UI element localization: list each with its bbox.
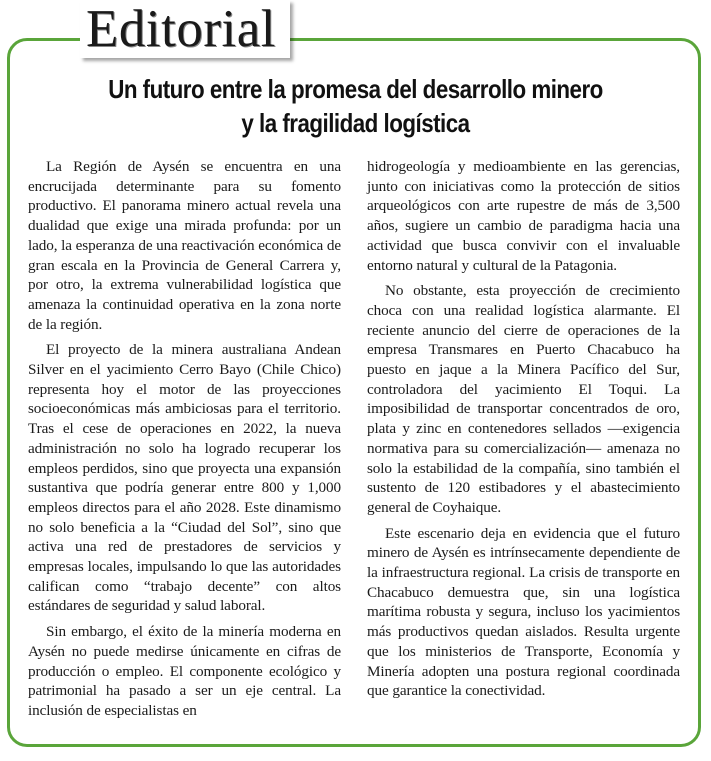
section-label: Editorial xyxy=(86,0,276,58)
paragraph-continuation: hidrogeología y medioambiente en las gerencias, junto con iniciativas como la protección de sitios arqueológicos con arte rupestre de más de 3,500 años, sugiere un cambio de paradigma hacia una actividad que busca convivir con el invaluable entorno natural y cultural de la Patagonia. xyxy=(367,158,680,274)
paragraph: No obstante, esta proyección de crecimiento choca con una realidad logística alarmante. El reciente anuncio del cierre de operaciones de la empresa Transmares en Puerto Chacabuco ha puesto en jaque a la Minera Pacífico del Sur, controladora del yacimiento El Toqui. La imposibilidad de transportar concentrados de oro, plata y zinc en contenedores sellados —exigencia normativa para su comercialización— amenaza no solo la estabilidad de la compañía, sino también el sustento de 120 estibadores y el abastecimiento general de Coyhaique. xyxy=(367,282,680,516)
paragraph: Este escenario deja en evidencia que el futuro minero de Aysén es intrínsecamente dependiente de la infraestructura regional. La crisis de transporte en Chacabuco demuestra que, sin una logística marítima robusta y segura, incluso los yacimientos más productivos quedan aislados. Resulta urgente que los ministerios de Transporte, Economía y Minería adopten una postura regional coordinada que garantice la conectividad. xyxy=(367,524,680,700)
article-body xyxy=(28,157,680,737)
paragraph: La Región de Aysén se encuentra en una encrucijada determinante para su fomento productivo. El panorama minero actual revela una dualidad que exige una mirada profunda: por un lado, la esperanza de una reactivación económica de gran escala en la Provincia de General Carrera y, por otro, la extrema vulnerabilidad logística que amenaza la continuidad operativa en la zona norte de la región. xyxy=(28,158,341,333)
paragraph: El proyecto de la minera australiana Andean Silver en el yacimiento Cerro Bayo (Chile Chico) representa hoy el motor de las proyecciones socioeconómicas más ambiciosas para el territorio. Tras el cese de operaciones en 2022, la nueva administración no solo ha logrado recuperar los empleos perdidos, sino que proyecta una expansión sustantiva que podría generar entre 800 y 1,000 empleos directos para el año 2028. Este dinamismo no solo beneficia a la “Ciudad del Sol”, sino que activa una red de prestadores de servicios y empresas locales, impulsando lo que las autoridades califican como “trabajo decente” con altos estándares de seguridad y salud laboral. xyxy=(28,341,341,615)
column-left xyxy=(28,157,341,737)
section-tab xyxy=(80,0,290,58)
headline-line-1: Un futuro entre la promesa del desarrollo minero xyxy=(108,74,603,104)
column-right xyxy=(367,157,680,737)
headline xyxy=(67,72,644,140)
headline-line-2: y la fragilidad logística xyxy=(241,108,470,138)
paragraph: Sin embargo, el éxito de la minería moderna en Aysén no puede medirse únicamente en cifras de producción o empleo. El componente ecológico y patrimonial ha pasado a ser un eje central. La inclusión de especialistas en xyxy=(28,623,341,719)
